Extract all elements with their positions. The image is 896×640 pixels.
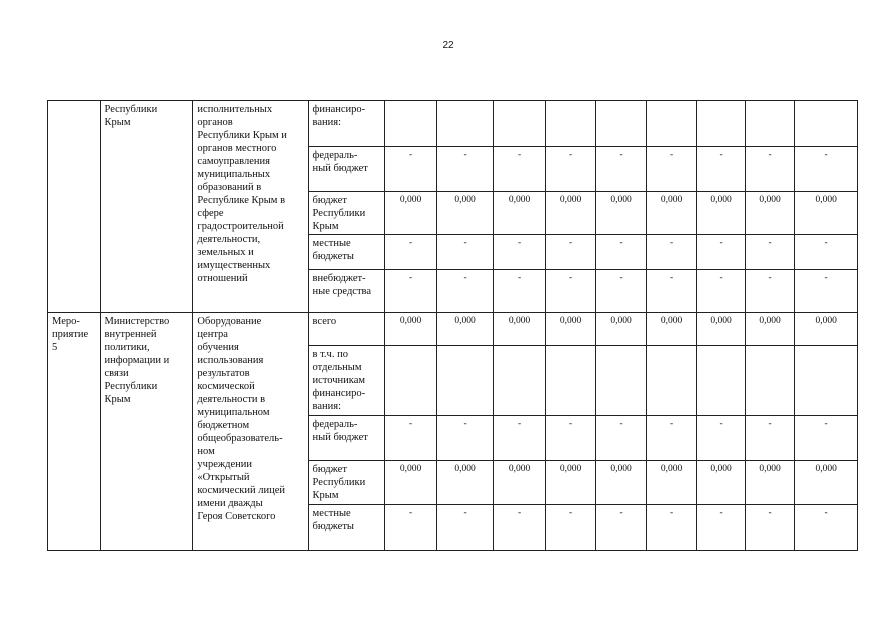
- funding-source-cell: местные бюджеты: [308, 505, 385, 551]
- value-cell: [646, 101, 696, 147]
- value-cell: -: [596, 416, 646, 461]
- value-cell: 0,000: [494, 313, 546, 346]
- value-cell: -: [545, 235, 595, 270]
- value-cell: -: [745, 270, 794, 313]
- value-cell: [745, 346, 794, 416]
- value-cell: [596, 346, 646, 416]
- value-cell: [596, 101, 646, 147]
- value-cell: 0,000: [494, 192, 546, 235]
- table-row: [48, 313, 858, 346]
- value-cell: 0,000: [596, 192, 646, 235]
- value-cell: 0,000: [436, 313, 494, 346]
- funding-source-cell: внебюджет- ные средства: [308, 270, 385, 313]
- value-cell: [385, 101, 437, 147]
- description-cell: исполнительных органов Республики Крым и органов местного самоуправления муниципальных образований в Республике Крым в сфере градостроительной деятельности, земельных и имущественных отношений: [193, 101, 308, 313]
- value-cell: [385, 346, 437, 416]
- value-cell: [436, 346, 494, 416]
- value-cell: -: [494, 270, 546, 313]
- value-cell: -: [646, 235, 696, 270]
- value-cell: -: [436, 270, 494, 313]
- value-cell: -: [545, 147, 595, 192]
- value-cell: -: [385, 147, 437, 192]
- value-cell: -: [436, 416, 494, 461]
- value-cell: -: [646, 147, 696, 192]
- value-cell: -: [385, 270, 437, 313]
- value-cell: -: [596, 235, 646, 270]
- value-cell: 0,000: [385, 192, 437, 235]
- funding-source-cell: федераль- ный бюджет: [308, 147, 385, 192]
- value-cell: [436, 101, 494, 147]
- funding-source-cell: федераль- ный бюджет: [308, 416, 385, 461]
- value-cell: 0,000: [697, 461, 745, 505]
- value-cell: -: [745, 235, 794, 270]
- funding-source-cell: бюджет Республики Крым: [308, 461, 385, 505]
- value-cell: -: [385, 505, 437, 551]
- executor-cell: Министерство внутренней политики, информации и связи Республики Крым: [100, 313, 193, 551]
- value-cell: 0,000: [436, 192, 494, 235]
- value-cell: 0,000: [385, 313, 437, 346]
- page-number: 22: [442, 40, 454, 51]
- funding-source-cell: финансиро- вания:: [308, 101, 385, 147]
- value-cell: -: [745, 416, 794, 461]
- value-cell: -: [697, 505, 745, 551]
- value-cell: -: [385, 235, 437, 270]
- value-cell: -: [494, 235, 546, 270]
- table-row: [48, 101, 858, 147]
- value-cell: [494, 101, 546, 147]
- value-cell: -: [436, 235, 494, 270]
- value-cell: [745, 101, 794, 147]
- value-cell: -: [545, 270, 595, 313]
- value-cell: -: [646, 416, 696, 461]
- value-cell: 0,000: [795, 192, 858, 235]
- value-cell: -: [596, 147, 646, 192]
- value-cell: -: [795, 147, 858, 192]
- value-cell: -: [494, 147, 546, 192]
- value-cell: -: [795, 235, 858, 270]
- value-cell: 0,000: [545, 192, 595, 235]
- value-cell: -: [795, 416, 858, 461]
- value-cell: -: [697, 270, 745, 313]
- value-cell: [545, 101, 595, 147]
- value-cell: [494, 346, 546, 416]
- value-cell: 0,000: [646, 192, 696, 235]
- funding-table: [47, 100, 858, 551]
- value-cell: -: [436, 147, 494, 192]
- value-cell: -: [745, 505, 794, 551]
- value-cell: 0,000: [745, 461, 794, 505]
- value-cell: -: [545, 505, 595, 551]
- value-cell: 0,000: [596, 461, 646, 505]
- value-cell: -: [545, 416, 595, 461]
- value-cell: [646, 346, 696, 416]
- value-cell: -: [646, 270, 696, 313]
- value-cell: 0,000: [795, 461, 858, 505]
- measure-cell: [48, 101, 101, 313]
- value-cell: [697, 346, 745, 416]
- measure-cell: Меро- приятие 5: [48, 313, 101, 551]
- value-cell: 0,000: [545, 461, 595, 505]
- funding-source-cell: местные бюджеты: [308, 235, 385, 270]
- value-cell: -: [596, 270, 646, 313]
- value-cell: -: [494, 505, 546, 551]
- value-cell: -: [697, 235, 745, 270]
- value-cell: [697, 101, 745, 147]
- value-cell: 0,000: [646, 461, 696, 505]
- executor-cell: Республики Крым: [100, 101, 193, 313]
- value-cell: -: [745, 147, 794, 192]
- value-cell: 0,000: [745, 192, 794, 235]
- value-cell: -: [596, 505, 646, 551]
- value-cell: 0,000: [385, 461, 437, 505]
- value-cell: -: [795, 270, 858, 313]
- value-cell: 0,000: [436, 461, 494, 505]
- value-cell: [795, 101, 858, 147]
- value-cell: -: [697, 147, 745, 192]
- value-cell: -: [795, 505, 858, 551]
- value-cell: 0,000: [596, 313, 646, 346]
- value-cell: 0,000: [697, 313, 745, 346]
- funding-source-cell: бюджет Республики Крым: [308, 192, 385, 235]
- funding-source-cell: всего: [308, 313, 385, 346]
- value-cell: [545, 346, 595, 416]
- value-cell: -: [697, 416, 745, 461]
- value-cell: -: [494, 416, 546, 461]
- value-cell: -: [646, 505, 696, 551]
- value-cell: -: [436, 505, 494, 551]
- value-cell: [795, 346, 858, 416]
- value-cell: 0,000: [545, 313, 595, 346]
- value-cell: 0,000: [494, 461, 546, 505]
- value-cell: -: [385, 416, 437, 461]
- funding-source-cell: в т.ч. по отдельным источникам финансиро- вания:: [308, 346, 385, 416]
- value-cell: 0,000: [646, 313, 696, 346]
- value-cell: 0,000: [697, 192, 745, 235]
- description-cell: Оборудование центра обучения использования результатов космической деятельности в муниципальном бюджетном общеобразователь- ном учреждении «Открытый космический лицей имени дважды Героя Советского: [193, 313, 308, 551]
- value-cell: 0,000: [745, 313, 794, 346]
- value-cell: 0,000: [795, 313, 858, 346]
